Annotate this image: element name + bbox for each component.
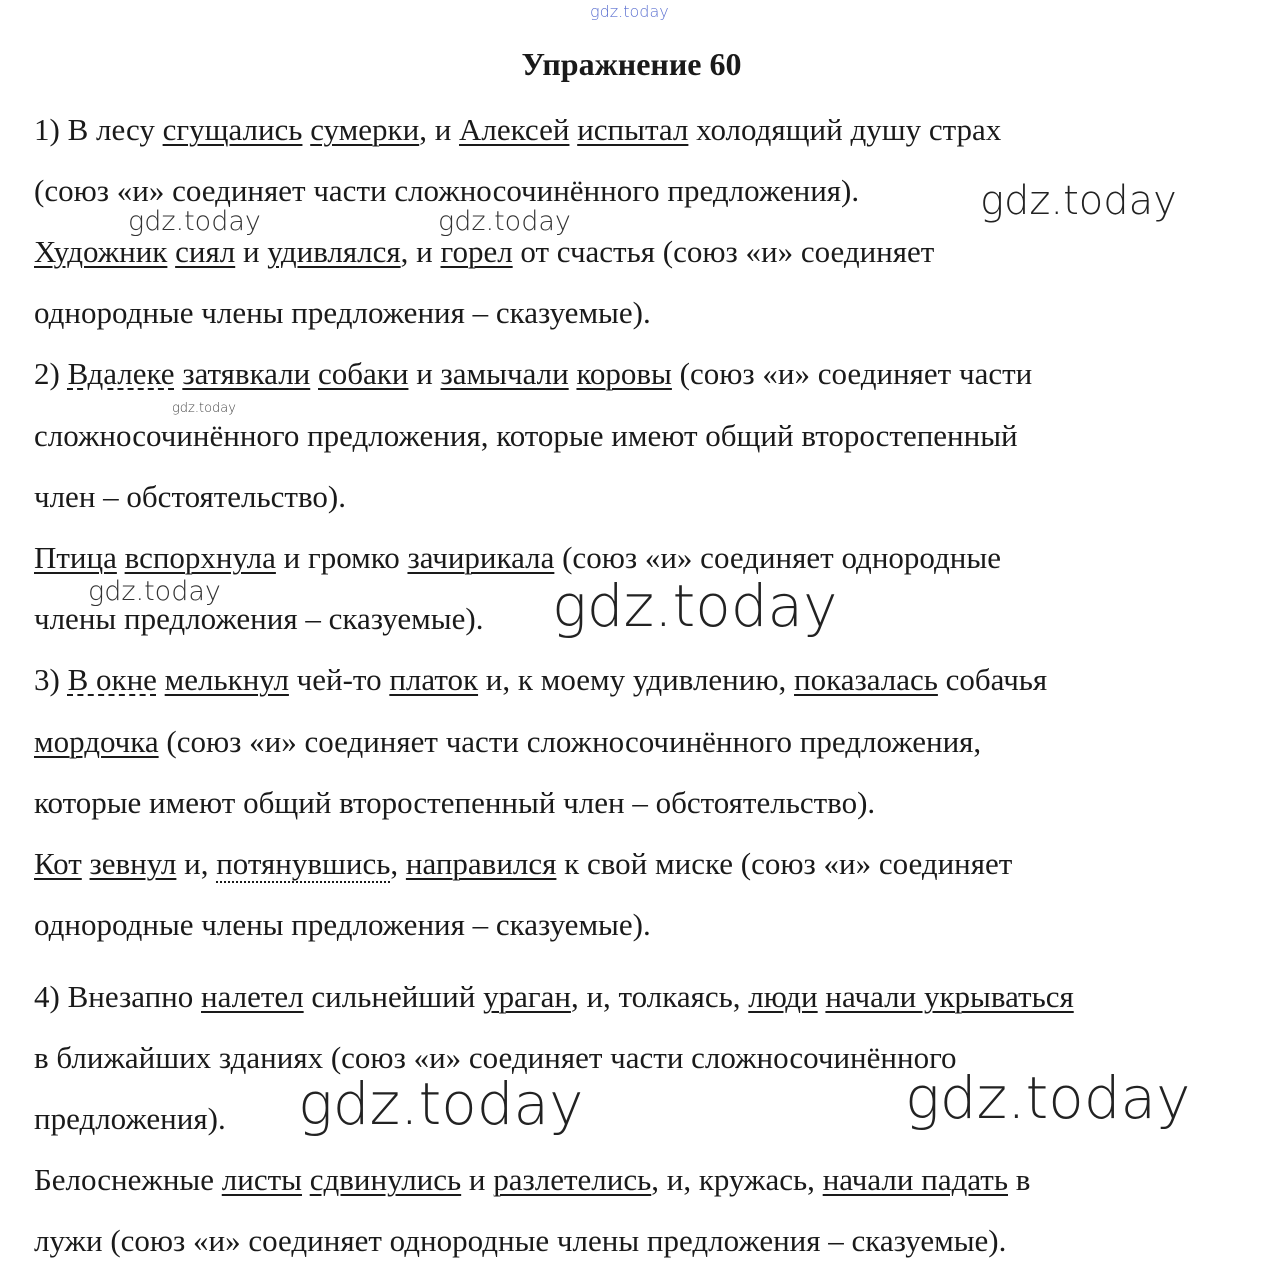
text-line bbox=[34, 662, 1047, 698]
text-segment: которые имеют общий второстепенный член – обстоятельство). bbox=[34, 785, 876, 820]
text-segment: 2) bbox=[34, 356, 68, 391]
sentence-member: вспорхнула bbox=[124, 540, 276, 575]
watermark: gdz.today bbox=[88, 576, 221, 607]
watermark: gdz.today bbox=[172, 401, 236, 416]
text-segment: члены предложения – сказуемые). bbox=[34, 601, 484, 636]
text-line bbox=[34, 540, 1001, 576]
text-segment: собачья bbox=[937, 662, 1048, 697]
text-segment: 1) В лесу bbox=[34, 112, 163, 147]
text-segment: холодящий душу страх bbox=[688, 112, 1002, 147]
sentence-member: разлетелись bbox=[493, 1162, 652, 1197]
text-segment: однородные члены предложения – сказуемые). bbox=[34, 295, 651, 330]
text-line bbox=[34, 418, 1018, 454]
sentence-member: люди bbox=[748, 979, 818, 1014]
sentence-member: собаки bbox=[318, 356, 409, 391]
text-segment: и громко bbox=[275, 540, 408, 575]
text-segment: (союз «и» соединяет однородные bbox=[554, 540, 1001, 575]
sentence-member: сдвинулись bbox=[309, 1162, 462, 1197]
text-segment: однородные члены предложения – сказуемые). bbox=[34, 907, 651, 942]
sentence-member: зачирикала bbox=[407, 540, 555, 575]
text-segment: , и, кружась, bbox=[651, 1162, 823, 1197]
sentence-member: начали падать bbox=[822, 1162, 1008, 1197]
text-line bbox=[34, 112, 1001, 148]
text-line bbox=[34, 356, 1032, 392]
text-line bbox=[34, 234, 934, 270]
text-segment: сильнейший bbox=[303, 979, 484, 1014]
text-segment bbox=[167, 234, 175, 269]
text-segment: 3) bbox=[34, 662, 68, 697]
sentence-member: испытал bbox=[577, 112, 689, 147]
text-segment bbox=[310, 356, 318, 391]
text-line bbox=[34, 173, 859, 209]
sentence-member: Алексей bbox=[459, 112, 570, 147]
watermark: gdz.today bbox=[552, 572, 838, 640]
text-segment: (союз «и» соединяет части bbox=[671, 356, 1033, 391]
text-line bbox=[34, 907, 651, 943]
sentence-member: мелькнул bbox=[164, 662, 289, 697]
text-segment: (союз «и» соединяет части сложносочинённого предложения, bbox=[158, 724, 982, 759]
text-segment: и bbox=[408, 356, 441, 391]
sentence-member: замычали bbox=[440, 356, 569, 391]
sentence-member: сумерки bbox=[310, 112, 420, 147]
text-segment: и bbox=[461, 1162, 494, 1197]
sentence-member: листы bbox=[221, 1162, 302, 1197]
text-segment: в ближайших зданиях (союз «и» соединяет части сложносочинённого bbox=[34, 1040, 957, 1075]
watermark: gdz.today bbox=[905, 1064, 1191, 1132]
sentence-member: мордочка bbox=[34, 724, 159, 759]
exercise-title: Упражнение 60 bbox=[521, 46, 742, 82]
text-line bbox=[34, 1223, 1006, 1259]
text-segment: предложения). bbox=[34, 1101, 226, 1136]
text-segment: и bbox=[235, 234, 268, 269]
text-segment bbox=[117, 540, 125, 575]
text-line bbox=[34, 979, 1074, 1015]
text-segment bbox=[302, 1162, 310, 1197]
sentence-member: зевнул bbox=[89, 846, 177, 881]
sentence-member: Птица bbox=[34, 540, 117, 575]
text-segment: от счастья (союз «и» соединяет bbox=[512, 234, 935, 269]
sentence-member: платок bbox=[389, 662, 479, 697]
text-line bbox=[34, 1162, 1030, 1198]
sentence-member: Художник bbox=[34, 234, 168, 269]
text-segment: , и bbox=[400, 234, 441, 269]
text-segment: , bbox=[390, 846, 406, 881]
sentence-member: Вдалеке bbox=[67, 356, 175, 391]
text-line bbox=[34, 785, 875, 821]
text-segment: к свой миске (союз «и» соединяет bbox=[556, 846, 1013, 881]
text-segment: в bbox=[1008, 1162, 1031, 1197]
sentence-member: затявкали bbox=[182, 356, 311, 391]
sentence-member: сиял bbox=[175, 234, 236, 269]
sentence-member: сгущались bbox=[162, 112, 303, 147]
text-segment: член – обстоятельство). bbox=[34, 479, 346, 514]
sentence-member: коровы bbox=[576, 356, 672, 391]
text-segment: , и, толкаясь, bbox=[570, 979, 749, 1014]
watermark: gdz.today bbox=[980, 178, 1177, 224]
sentence-member: горел bbox=[440, 234, 513, 269]
sentence-member: налетел bbox=[201, 979, 304, 1014]
text-line bbox=[34, 724, 981, 760]
sentence-member: Кот bbox=[34, 846, 82, 881]
text-line bbox=[34, 1101, 226, 1137]
watermark: gdz.today bbox=[128, 206, 261, 237]
text-line bbox=[34, 479, 346, 515]
sentence-member: В окне bbox=[67, 662, 157, 697]
text-segment: (союз «и» соединяет части сложносочинённого предложения). bbox=[34, 173, 860, 208]
sentence-member: показалась bbox=[794, 662, 938, 697]
watermark: gdz.today bbox=[438, 206, 571, 237]
text-line bbox=[34, 295, 651, 331]
text-segment: , и bbox=[419, 112, 460, 147]
text-segment: и, к моему удивлению, bbox=[478, 662, 795, 697]
text-segment: Белоснежные bbox=[34, 1162, 222, 1197]
text-segment: чей-то bbox=[288, 662, 390, 697]
sentence-member: направился bbox=[405, 846, 557, 881]
watermark-top: gdz.today bbox=[590, 2, 669, 21]
text-segment: сложносочинённого предложения, которые имеют общий второстепенный bbox=[34, 418, 1018, 453]
sentence-member: удивлялся bbox=[267, 234, 401, 269]
text-segment: 4) Внезапно bbox=[34, 979, 202, 1014]
sentence-member: ураган bbox=[483, 979, 571, 1014]
sentence-member: потянувшись bbox=[216, 846, 391, 881]
sentence-member: начали укрываться bbox=[825, 979, 1074, 1014]
text-segment: лужи (союз «и» соединяет однородные члены предложения – сказуемые). bbox=[34, 1223, 1007, 1258]
text-line bbox=[34, 846, 1012, 882]
text-segment bbox=[157, 662, 165, 697]
watermark: gdz.today bbox=[298, 1070, 584, 1138]
text-segment bbox=[82, 846, 90, 881]
text-segment: и, bbox=[176, 846, 217, 881]
